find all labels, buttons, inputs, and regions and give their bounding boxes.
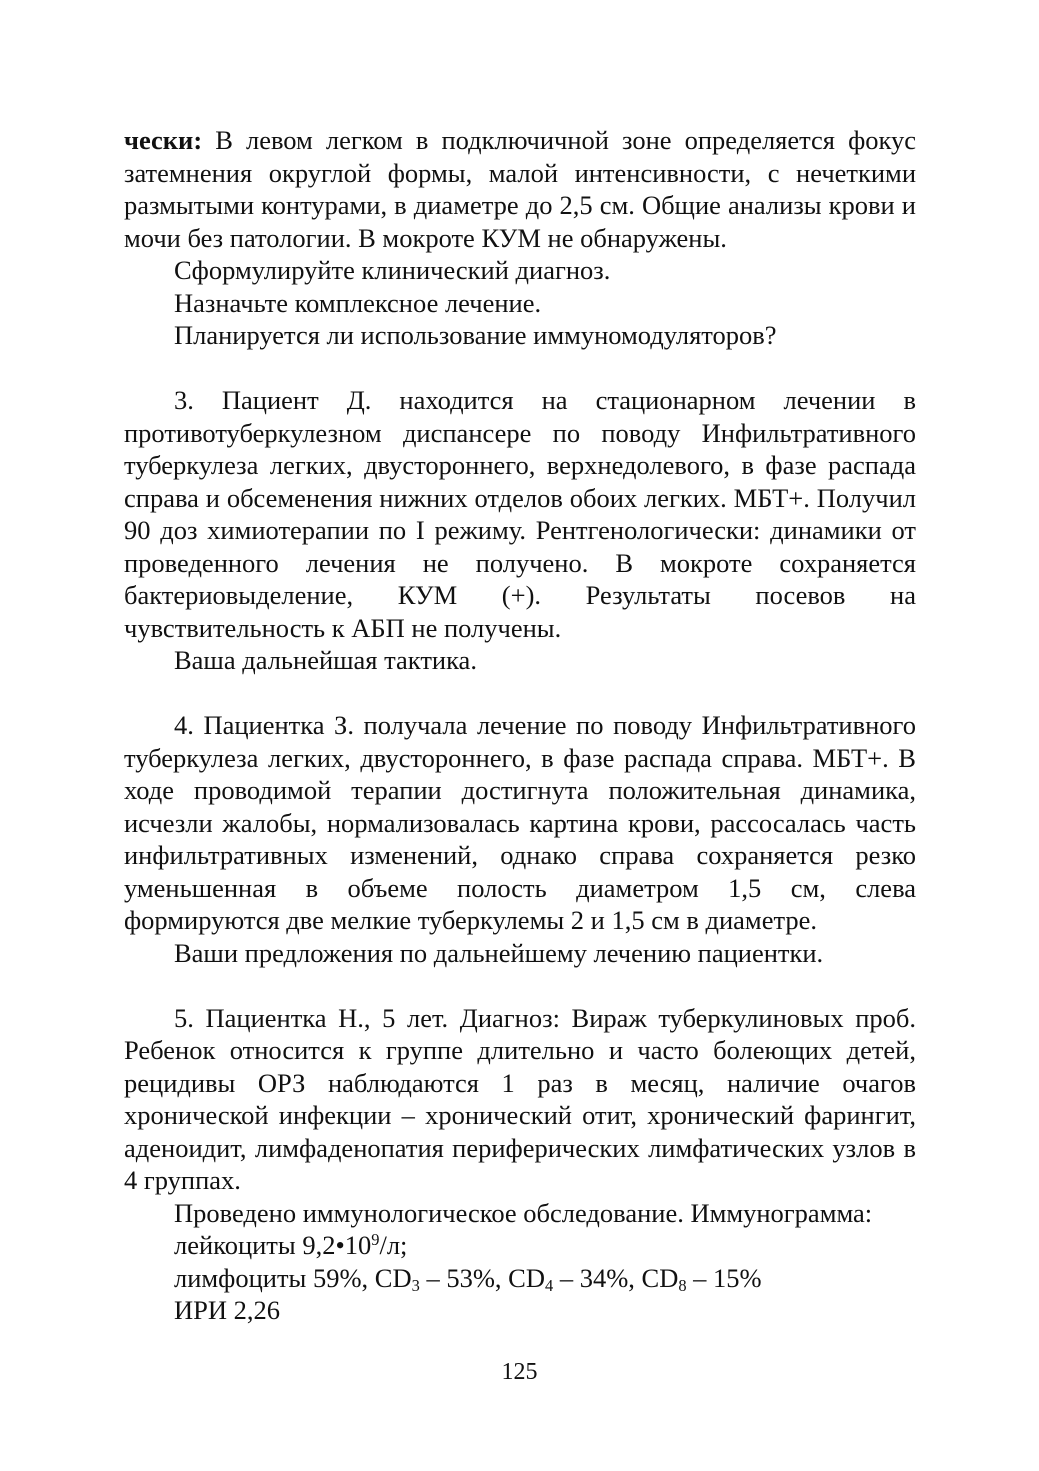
- leukocytes-unit: /л;: [379, 1230, 408, 1260]
- question-diagnosis: Сформулируйте клинический диагноз.: [174, 255, 611, 285]
- cd-subscript-8: 8: [678, 1275, 687, 1295]
- case-2-conclusion: [124, 124, 916, 254]
- spacer: [124, 352, 916, 385]
- question-immunomodulators: Планируется ли использование иммуномодуляторов?: [174, 320, 777, 350]
- iri-line: ИРИ 2,26: [174, 1295, 281, 1325]
- page-body: [124, 124, 916, 1327]
- question-treatment: Назначьте комплексное лечение.: [174, 287, 542, 318]
- case-4-text: 4. Пациентка З. получала лечение по поводу Инфильтративного туберкулеза легких, двустороннего, в фазе распада справа. МБТ+. В ходе проводимой терапии достигнута положительная динамика, исчезли жалобы, нормализовалась картина крови, рассосалась часть инфильтративных изменений, однако справа сохраняется резко уменьшенная в объеме полость диаметром 1,5 см, слева формируются две мелкие туберкулемы 2 и 1,5 см в диаметре.: [124, 710, 916, 935]
- lymph-part-3: – 34%, CD: [553, 1262, 679, 1293]
- case-5-exam-intro: Проведено иммунологическое обследование. Иммунограмма:: [174, 1197, 873, 1228]
- case-3-question: Ваша дальнейшая тактика.: [174, 645, 477, 675]
- leukocytes-line: [124, 1229, 916, 1262]
- spacer: [124, 677, 916, 710]
- lymphocytes-line: [124, 1262, 916, 1295]
- lymph-part-2: – 53%, CD: [419, 1262, 545, 1293]
- spacer: [124, 969, 916, 1002]
- leukocytes-exponent: 9: [371, 1229, 380, 1249]
- bold-lead: чески:: [124, 125, 203, 155]
- case-5-text: 5. Пациентка Н., 5 лет. Диагноз: Вираж туберкулиновых проб. Ребенок относится к группе длительно и часто болеющих детей, рецидивы ОРЗ наблюдаются 1 раз в месяц, наличие очагов хронической инфекции – хронический отит, хронический фарингит, аденоидит, лимфаденопатия периферических лимфатических узлов в 4 группах.: [124, 1002, 916, 1195]
- cd-subscript-4: 4: [544, 1275, 554, 1295]
- case-3-text: 3. Пациент Д. находится на стационарном лечении в противотуберкулезном диспансере по поводу Инфильтративного туберкулеза легких, двустороннего, верхнедолевого, в фазе распада справа и обсеменения нижних отделов обоих легких. МБТ+. Получил 90 доз химиотерапии по I режиму. Рентгенологически: динамики от проведенного лечения не получено. В мокроте сохраняется бактериовыделение, КУМ (+). Результаты посевов на чувствительность к АБП не получены.: [124, 385, 916, 643]
- leukocytes-label: лейкоциты 9,2•10: [174, 1230, 372, 1260]
- case-2-findings: В левом легком в подключичной зоне определяется фокус затемнения округлой формы, малой интенсивности, с нечеткими размытыми контурами, в диаметре до 2,5 см. Общие анализы крови и мочи без патологии. В мокроте КУМ не обнаружены.: [124, 125, 916, 253]
- lymph-part-4: – 15%: [686, 1262, 762, 1293]
- lymph-part-1: лимфоциты 59%, CD: [174, 1262, 412, 1293]
- cd-subscript-3: 3: [411, 1275, 420, 1295]
- case-4-question: Ваши предложения по дальнейшему лечению пациентки.: [174, 937, 824, 968]
- page-number: 125: [501, 1359, 538, 1385]
